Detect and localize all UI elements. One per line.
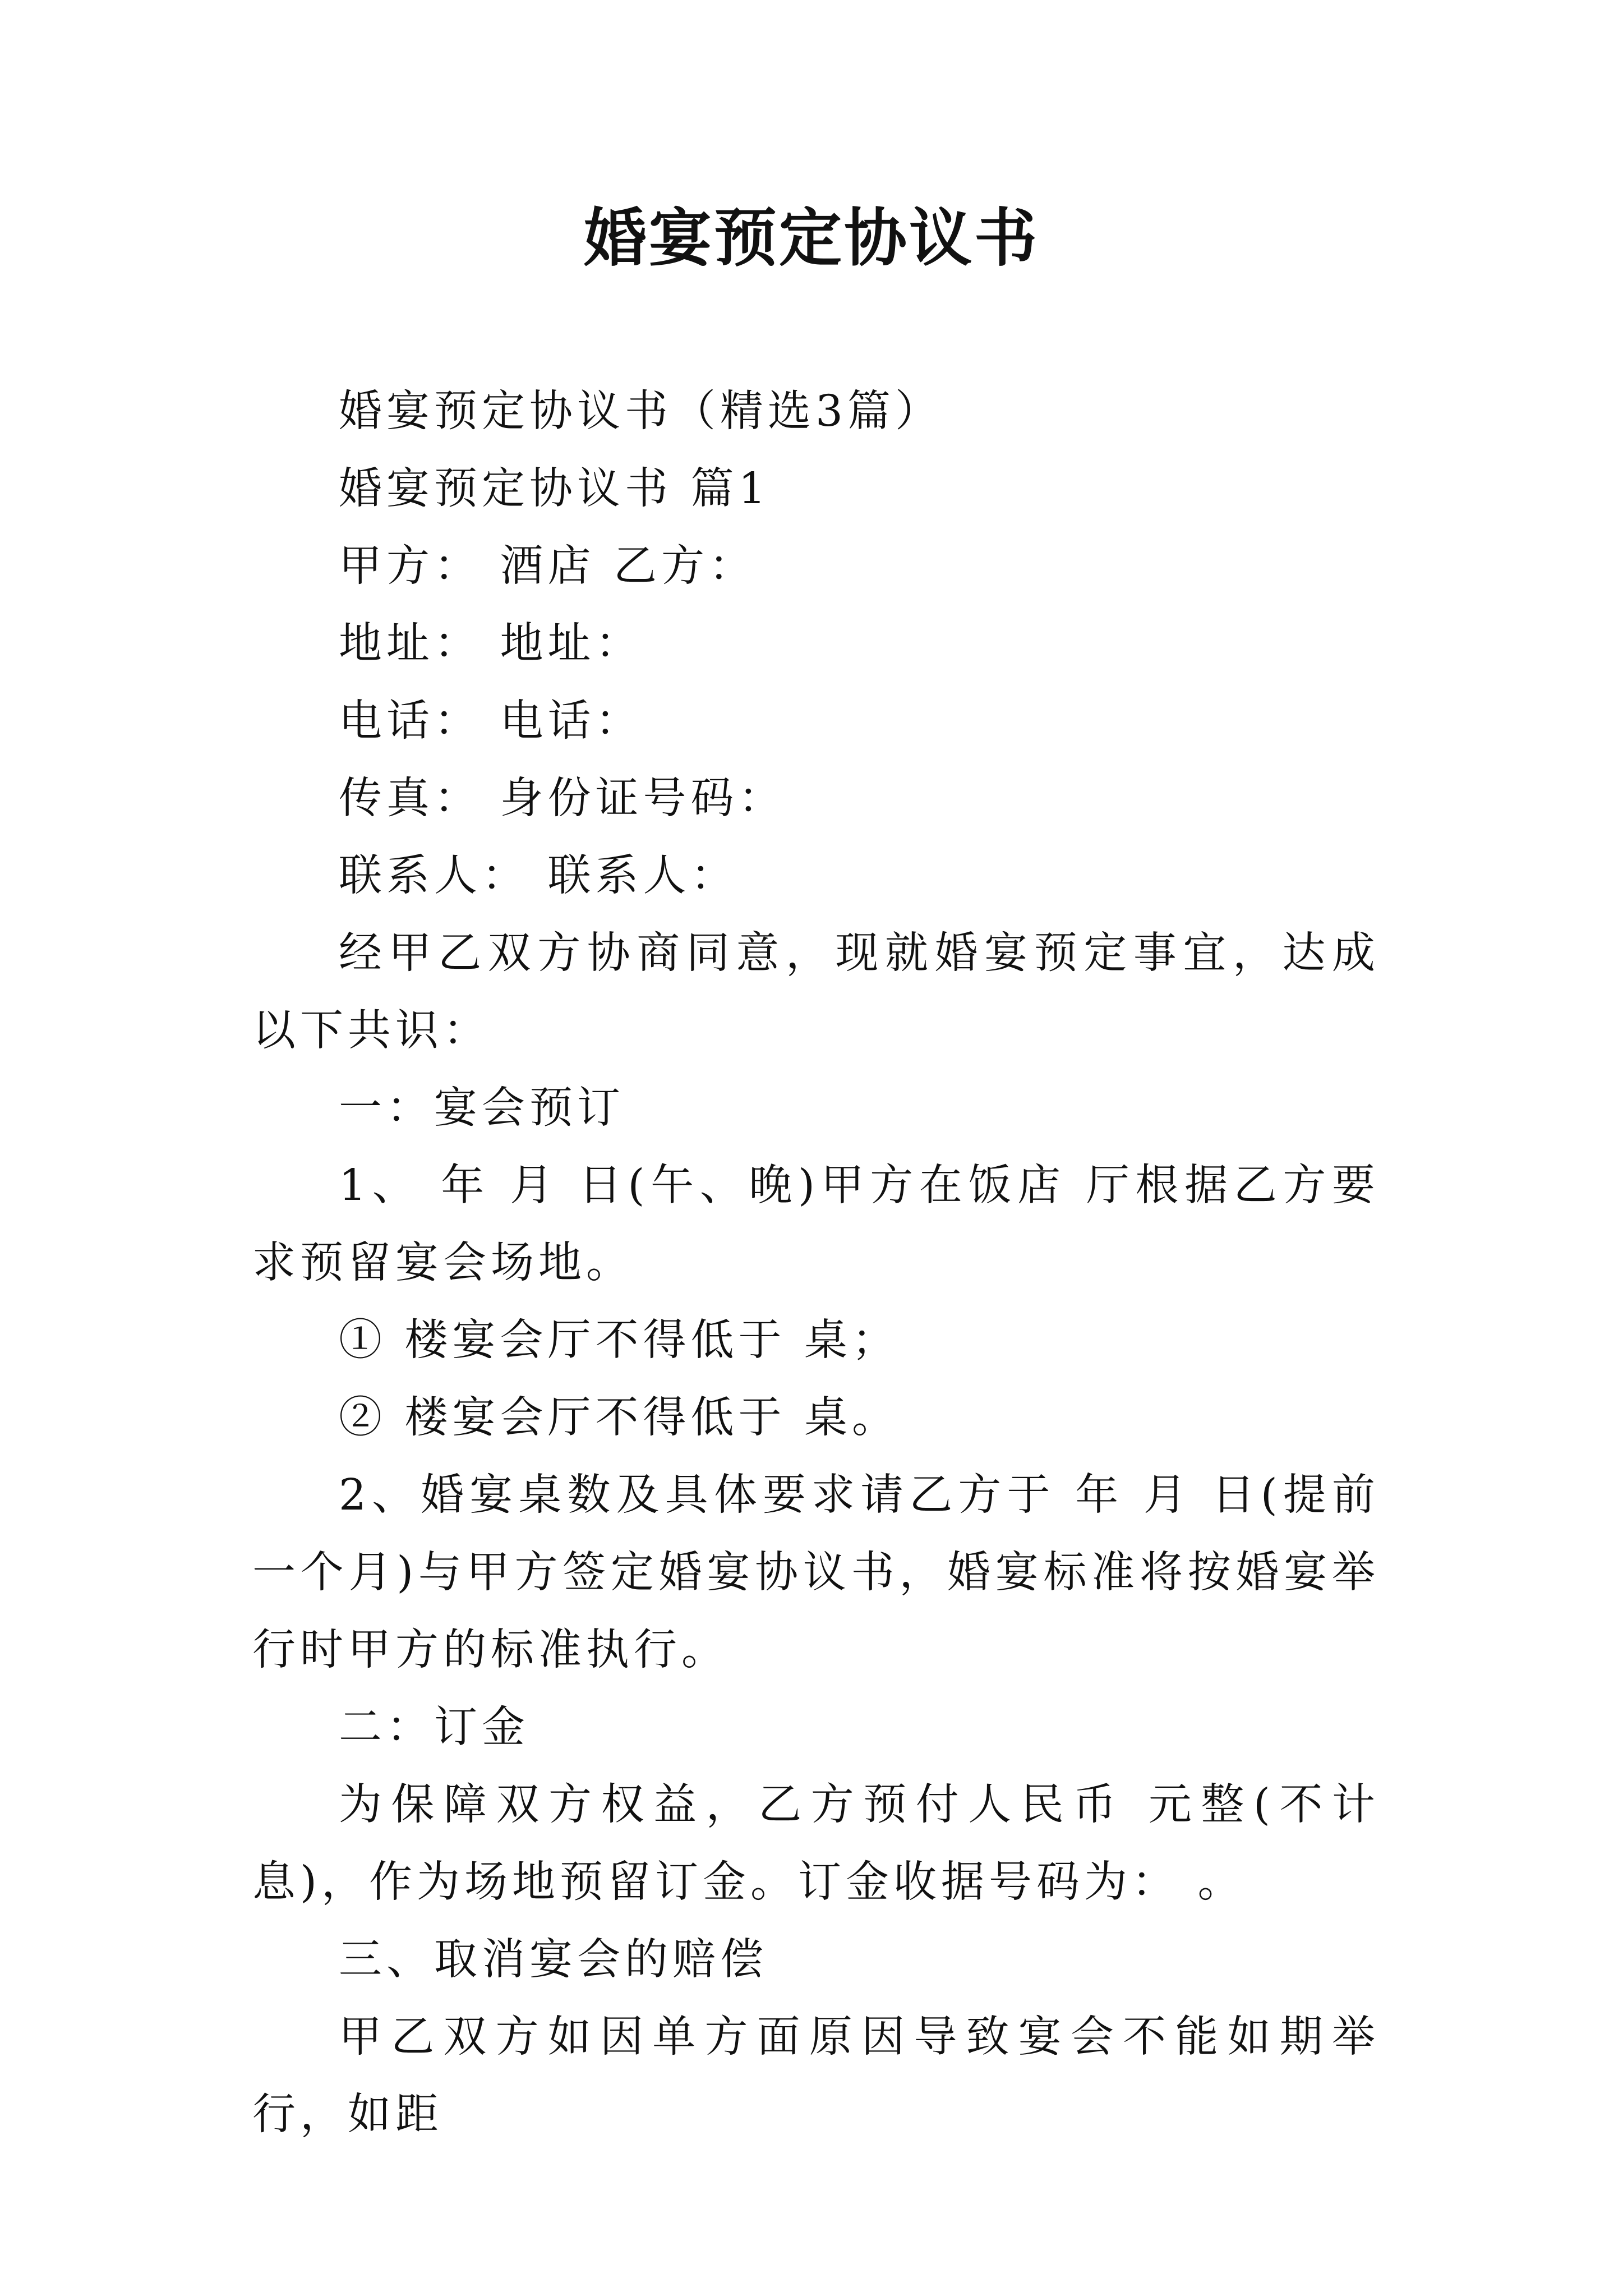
clause-item: ② 楼宴会厅不得低于 桌。 [339, 1393, 900, 1443]
clause-heading: 一：宴会预订 [339, 1083, 625, 1133]
clause-paragraph: 1、 年 月 日(午、晚)甲方在饭店 厅根据乙方要求预留宴会场地。 [252, 1161, 1380, 1288]
document-body [252, 373, 1380, 2154]
document-title: 婚宴预定协议书 [584, 201, 1039, 275]
clause-paragraph: 2、婚宴桌数及具体要求请乙方于 年 月 日(提前一个月)与甲方签定婚宴协议书，婚宴标准将按婚宴举行时甲方的标准执行。 [252, 1470, 1380, 1675]
clause-item: ① 楼宴会厅不得低于 桌； [339, 1315, 900, 1365]
subtitle-paragraph: 婚宴预定协议书（精选3篇） [339, 386, 943, 436]
clause-paragraph: 为保障双方权益，乙方预付人民币 元整(不计息)，作为场地预留订金。订金收据号码为： 。 [252, 1780, 1380, 1907]
clause-heading: 三、取消宴会的赔偿 [339, 1935, 768, 1985]
party-line: 甲方： 酒店 乙方： [339, 541, 757, 591]
contact-line: 联系人： 联系人： [339, 851, 739, 901]
clause-heading: 二：订金 [339, 1703, 529, 1752]
agreement-intro: 经甲乙双方协商同意，现就婚宴预定事宜，达成以下共识： [252, 928, 1380, 1056]
fax-id-line: 传真： 身份证号码： [339, 774, 786, 823]
address-line: 地址： 地址： [339, 619, 643, 669]
phone-line: 电话： 电话： [339, 696, 643, 746]
clause-paragraph: 甲乙双方如因单方面原因导致宴会不能如期举行，如距 [252, 2012, 1380, 2139]
section-heading: 婚宴预定协议书 篇1 [339, 464, 771, 514]
